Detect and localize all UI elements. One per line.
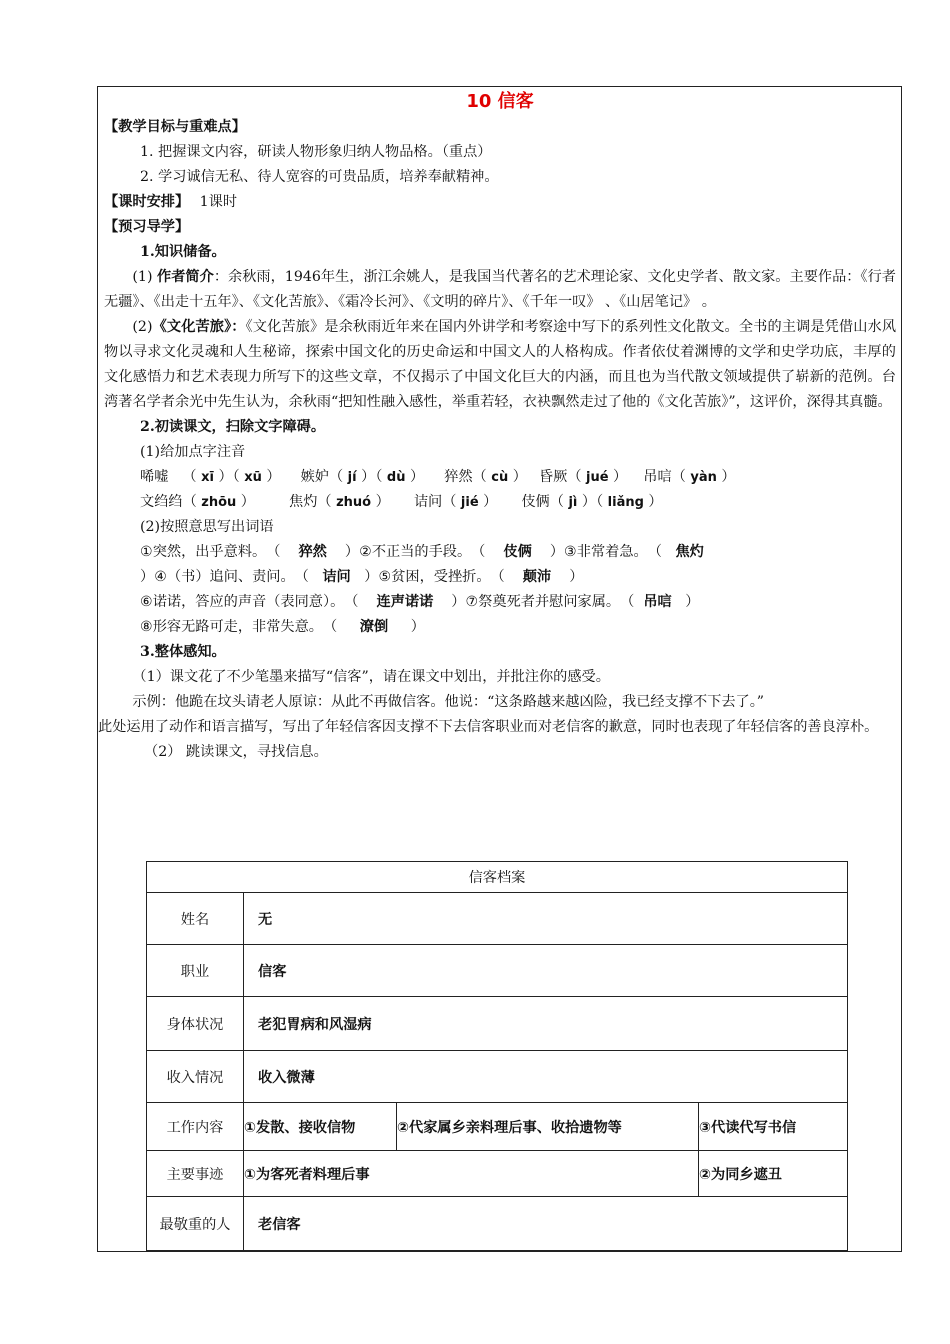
def-answer: 猝然 [298,544,327,560]
goal-item: 1. 把握课文内容，研读人物形象归纳人物品格。（重点） [140,144,492,160]
def-row: ⑧ 形容无路可走，非常失意。 （ 潦倒 ） [104,615,896,640]
def-number: ⑥ [140,594,153,610]
def-row: ） ④ （书）追问、责问。 （ 诘问 ） ⑤ 贫困，受挫折。 （ 颠沛 ） [104,565,896,590]
pinyin-word: 诘问 [413,494,443,510]
def-number: ④ [154,569,167,585]
def-number: ⑧ [140,619,153,635]
deeds-label: 主要事迹 [147,1151,244,1197]
pinyin-answer: xū [244,470,262,485]
health-value: 老犯胃病和风湿病 [244,997,848,1051]
pinyin-word: 焦灼 [289,494,318,510]
pinyin-row: 唏嘘 （ xī ）（ xū ） 嫉妒 （ jí ）（ dù ） 猝然 （ cù ） 昏厥 （ jué ） 吊唁 （ yàn ） [104,465,896,490]
pinyin-answer: dù [386,470,406,485]
goal-item: 2. 学习诚信无私、待人宽容的可贵品质，培养奉献精神。 [140,169,499,185]
book-prefix: (2) [132,319,153,335]
author-label: 作者简介 [157,269,214,285]
def-text: 突然，出乎意料。 [152,544,267,560]
def-answer: 吊唁 [643,594,672,610]
def-answer: 伎俩 [503,544,532,560]
pinyin-word: 唏嘘 [140,469,169,485]
def-text: 非常着急。 [576,544,648,560]
pinyin-word: 嫉妒 [300,469,329,485]
example-text: 示例：他跪在坟头请老人原谅：从此不再做信客。他说：“这条路越来越凶险，我已经支撑不下去了。” [132,694,765,710]
pinyin-answer: jì [568,495,578,510]
schedule-line [104,190,896,215]
book-text: 《文化苦旅》是余秋雨近年来在国内外讲学和考察途中写下的系列性文化散文。全书的主调是凭借山水风物以寻求文化灵魂和人生秘谛，探索中国文化的历史命运和中国文人的人格构成。作者依仗着渊博的文学和史学功底，丰厚的文化感悟力和艺术表现力所写下的这些文章，不仅揭示了中国文化巨大的内涵，而且也为当代散文领域提供了崭新的范例。台湾著名学者余光中先生认为，余秋雨“把知性融入感性，举重若轻，衣袂飘然走过了他的《文化苦旅》”，这评价，深得其真髓。 [104,319,897,410]
pinyin-answer: xī [201,470,214,485]
pinyin-answer: jié [460,495,479,510]
name-value: 无 [244,893,848,945]
pinyin-answer: zhuó [336,495,372,510]
deeds-item: ②为同乡遮丑 [699,1151,848,1197]
respect-value: 老信客 [244,1197,848,1251]
def-number: ① [140,544,153,560]
def-row: ① 突然，出乎意料。 （ 猝然 ） ② 不正当的手段。 （ 伎俩 ） ③ 非常着急。 （ 焦灼 [104,540,896,565]
def-answer: 焦灼 [675,544,704,560]
def-text: 形容无路可走，非常失意。 [152,619,323,635]
def-text: 贫困，受挫折。 [391,569,491,585]
job-label: 职业 [147,945,244,997]
book-intro [104,315,896,415]
def-number: ⑤ [378,569,392,585]
info-archive-table [146,861,848,1251]
work-item: ③代读代写书信 [699,1103,848,1151]
pinyin-word: 猝然 [444,469,473,485]
income-value: 收入微薄 [244,1051,848,1103]
def-text: 祭奠死者并慰问家属。 [478,594,621,610]
respect-label: 最敬重的人 [147,1197,244,1251]
health-label: 身体状况 [147,997,244,1051]
def-text: 不正当的手段。 [371,544,472,560]
archive-title: 信客档案 [147,862,848,893]
author-text: ：余秋雨，1946年生，浙江余姚人，是我国当代著名的艺术理论家、文化史学者、散文家。主要作品：《行者无疆》、《出走十五年》、《文化苦旅》、《霜冷长河》、《文明的碎片》、《千年一叹》 、《山居笔记》 。 [104,269,896,310]
pinyin-answer: jí [347,470,357,485]
pinyin-instruction: (1)给加点字注音 [140,444,246,460]
pinyin-answer: zhōu [201,495,237,510]
goals-heading: 【教学目标与重难点】 [104,119,246,135]
pinyin-word: 伎俩 [521,494,550,510]
pinyin-word: 文绉绉 [140,494,183,510]
author-intro [104,265,896,315]
work-label: 工作内容 [147,1103,244,1151]
pinyin-answer: jué [586,470,609,485]
author-prefix: (1) [132,269,158,285]
pinyin-answer: yàn [690,470,717,485]
def-answer: 潦倒 [359,619,389,635]
def-answer: 颠沛 [522,569,552,585]
job-value: 信客 [244,945,848,997]
pinyin-row: 文绉绉 （ zhōu ） 焦灼 （ zhuó ） 诘问 （ jié ） 伎俩 （ jì ）（ liǎng ） [104,490,896,515]
pinyin-word: 吊唁 [643,469,672,485]
page-frame [97,86,902,1252]
def-text: （书）追问、责问。 [166,569,295,585]
pinyin-answer: liǎng [607,495,644,510]
def-answer: 诘问 [322,569,351,585]
book-label: 《文化苦旅》： [152,319,246,335]
section2-title: 2.初读课文，扫除文字障碍。 [140,419,326,435]
content [98,87,897,765]
def-number: ② [359,544,372,560]
def-row: ⑥ 诺诺，答应的声音（表同意）。 （ 连声诺诺 ） ⑦ 祭奠死者并慰问家属。 （ 吊唁 ） [104,590,896,615]
deeds-item: ①为客死者料理后事 [244,1151,699,1197]
question-2: （2） 跳读课文，寻找信息。 [144,744,328,760]
def-number: ⑦ [465,594,479,610]
page-title: 10 信客 [466,91,534,112]
work-item: ①发散、接收信物 [244,1103,397,1151]
def-answer: 连声诺诺 [376,594,434,610]
section3-title: 3.整体感知。 [140,644,226,660]
pinyin-answer: cù [491,470,509,485]
comment-text: 此处运用了动作和语言描写，写出了年轻信客因支撑不下去信客职业而对老信客的歉意，同时也表现了年轻信客的善良淳朴。 [98,719,879,735]
pinyin-word: 昏厥 [538,469,568,485]
name-label: 姓名 [147,893,244,945]
words-instruction: (2)按照意思写出词语 [140,519,274,535]
section1-title: 1.知识储备。 [140,244,226,260]
question-1: （1）课文花了不少笔墨来描写“信客”，请在课文中划出，并批注你的感受。 [132,669,610,685]
income-label: 收入情况 [147,1051,244,1103]
preview-heading: 【预习导学】 [104,219,190,235]
schedule-value: 1课时 [199,194,238,210]
work-item: ②代家属乡亲料理后事、收拾遗物等 [397,1103,699,1151]
schedule-heading: 【课时安排】 [104,194,190,210]
def-text: 诺诺，答应的声音（表同意）。 [152,594,345,610]
def-number: ③ [564,544,577,560]
